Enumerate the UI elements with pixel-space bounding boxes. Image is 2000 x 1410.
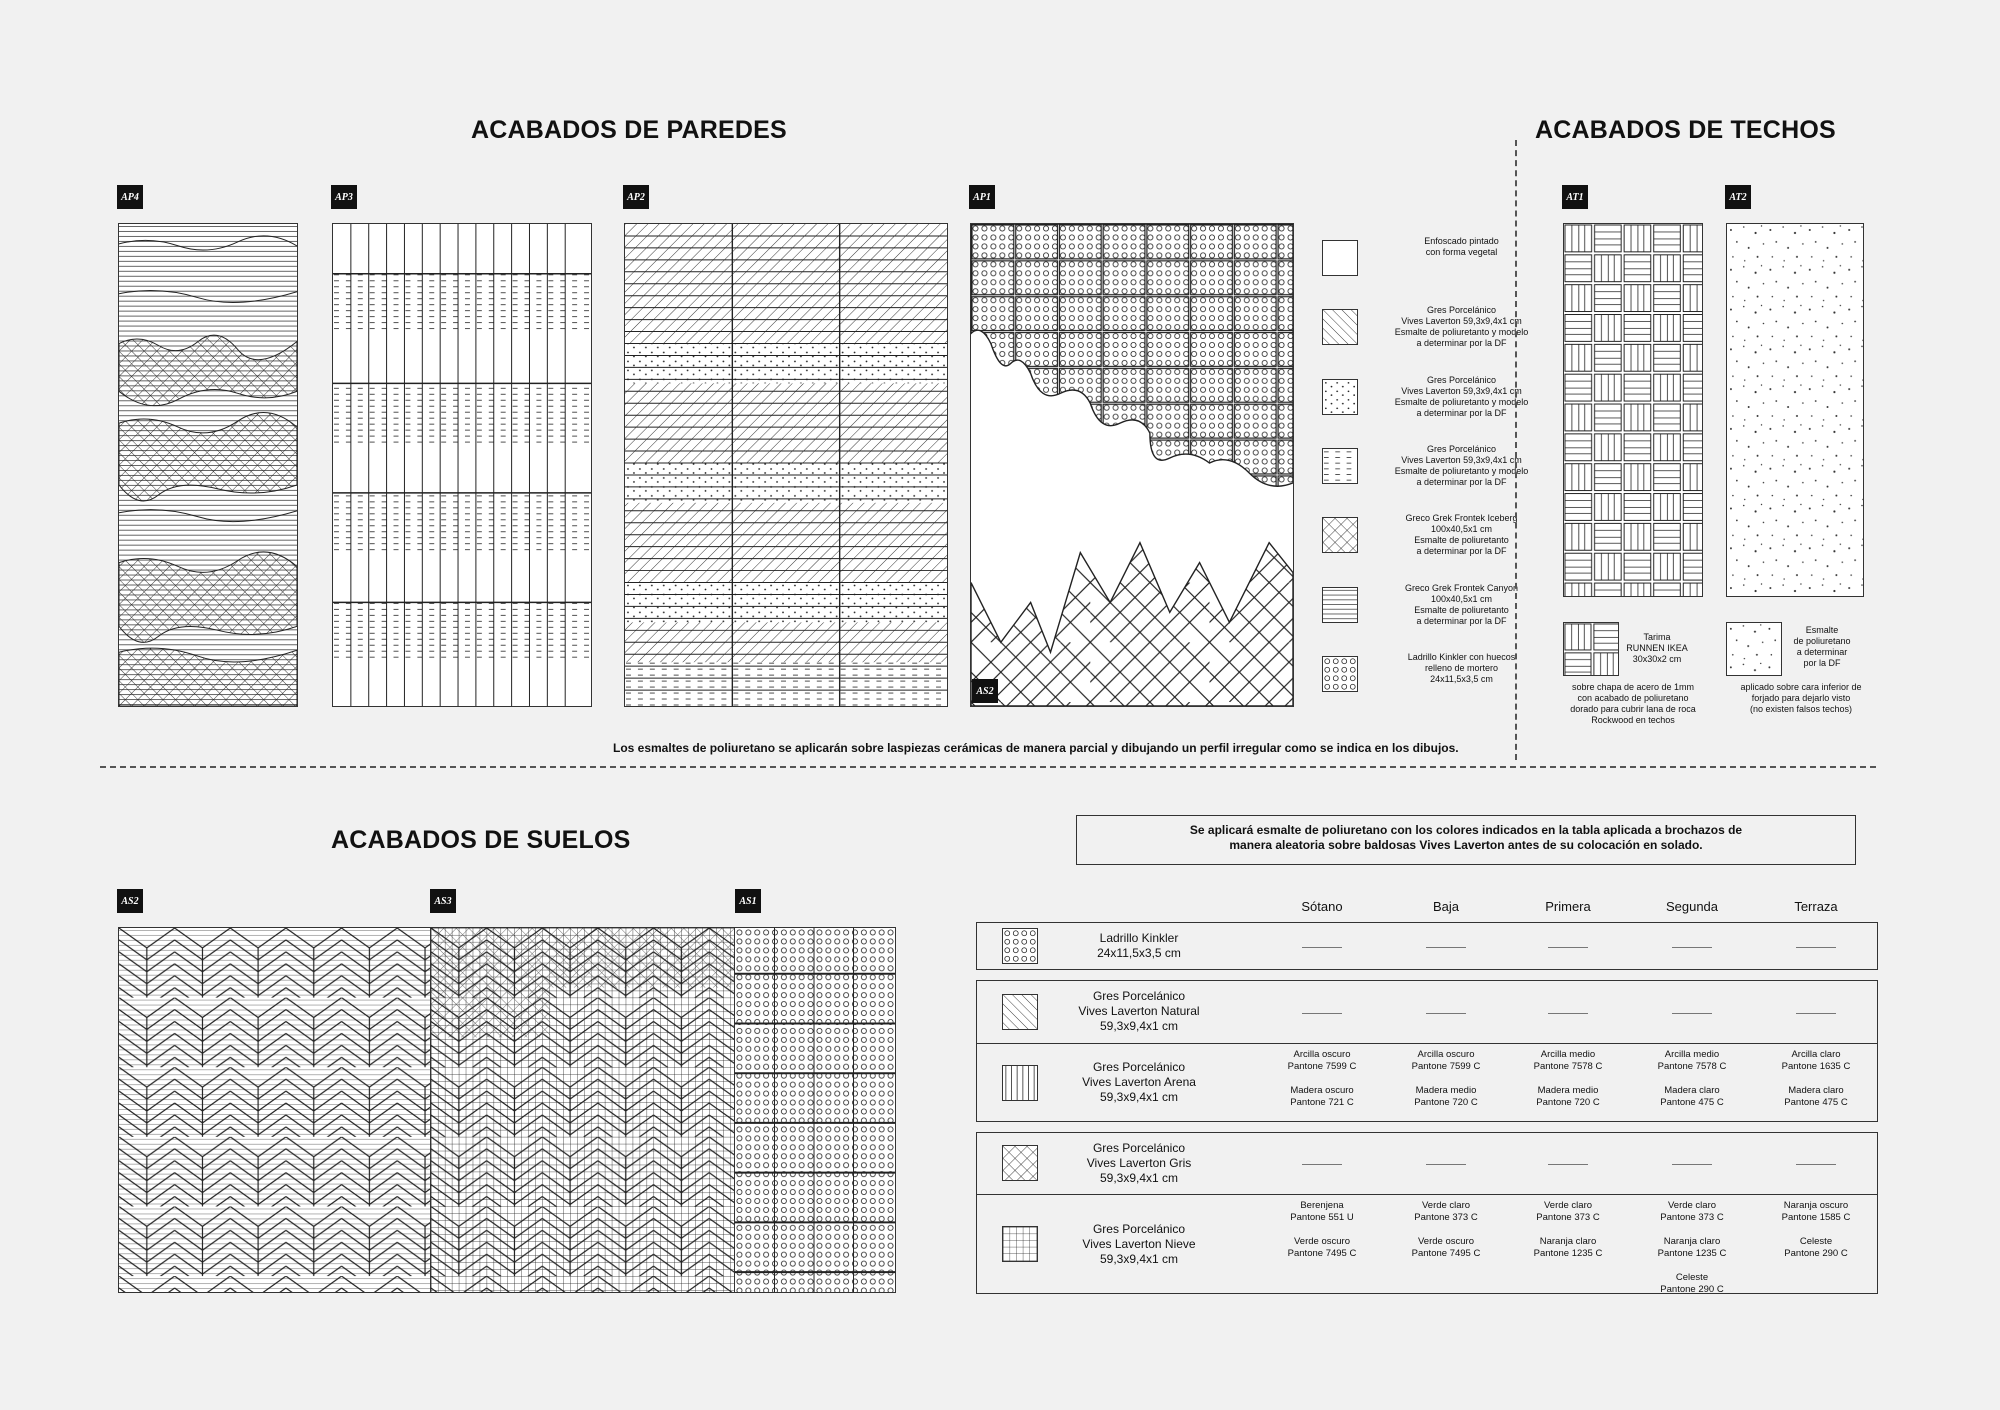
speckle-swatch-icon: [1726, 622, 1782, 676]
material-label: Gres Porcelánico Vives Laverton Gris 59,3x9,4x1 cm: [1086, 1140, 1192, 1185]
empty-cell-dash: [1426, 1164, 1466, 1165]
empty-cell-dash: [1796, 947, 1836, 948]
empty-cell-dash: [1302, 1013, 1342, 1014]
wall-panel-ap1: [970, 223, 1294, 707]
blank-swatch-icon: [1322, 240, 1358, 276]
column-header: Terraza: [1794, 899, 1838, 914]
color-cell: Arcilla claro Pantone 1635 C Madera claro Pantone 475 C: [1781, 1049, 1851, 1108]
diagonal-hatch-swatch-icon: [1322, 309, 1358, 345]
row-separator: [976, 1043, 1878, 1044]
dashed-swatch-icon: [1322, 448, 1358, 484]
parquet-swatch-icon: [1563, 622, 1619, 676]
walls-legend-text: Gres Porcelánico Vives Laverton 59,3x9,4x1 cm Esmalte de poliuretanto y modelo a determinar por la DF: [1394, 375, 1529, 418]
ceiling-legend-note-1: sobre chapa de acero de 1mm con acabado de poliuretano dorado para cubrir lana de roca Rockwood en techos: [1570, 682, 1696, 725]
wall-panel-ap2: [624, 223, 948, 707]
walls-legend-item: [1322, 583, 1519, 627]
material-label: Ladrillo Kinkler 24x11,5x3,5 cm: [1097, 931, 1181, 960]
empty-cell-dash: [1548, 947, 1588, 948]
walls-legend-item: [1322, 375, 1529, 419]
color-cell: Arcilla medio Pantone 7578 C Madera claro Pantone 475 C: [1657, 1049, 1727, 1108]
empty-cell-dash: [1548, 1013, 1588, 1014]
material-label: Gres Porcelánico Vives Laverton Natural 59,3x9,4x1 cm: [1078, 989, 1200, 1033]
crosshatch-swatch-icon: [1322, 517, 1358, 553]
walls-legend-item: [1322, 513, 1518, 557]
color-cell: Arcilla oscuro Pantone 7599 C Madera oscuro Pantone 721 C: [1287, 1049, 1357, 1108]
empty-cell-dash: [1426, 1013, 1466, 1014]
ceiling-panel-at1: [1563, 223, 1703, 597]
empty-cell-dash: [1302, 1164, 1342, 1165]
circles-swatch-icon: [1002, 928, 1038, 964]
color-cell: Arcilla oscuro Pantone 7599 C Madera medio Pantone 720 C: [1411, 1049, 1481, 1108]
dotted-swatch-icon: [1322, 379, 1358, 415]
vertical-lines-swatch-icon: [1002, 1065, 1038, 1101]
code-ap3: AP3: [331, 185, 357, 209]
color-cell: Verde claro Pantone 373 C Naranja claro Pantone 1235 C Celeste Pantone 290 C: [1657, 1200, 1727, 1295]
empty-cell-dash: [1672, 1164, 1712, 1165]
column-header: Baja: [1432, 899, 1460, 914]
empty-cell-dash: [1302, 947, 1342, 948]
grid-swatch-icon: [1002, 1226, 1038, 1262]
floors-note: Se aplicará esmalte de poliuretano con los colores indicados en la tabla aplicada a brochazos de manera aleatoria sobre baldosas Vives Laverton antes de su colocación en solado.: [1189, 823, 1743, 852]
ceiling-legend-text-2: Esmalte de poliuretano a determinar por la DF: [1793, 625, 1851, 668]
ceiling-panel-at2: [1726, 223, 1864, 597]
code-ap1: AP1: [969, 185, 995, 209]
walls-legend-item: [1322, 305, 1529, 349]
floor-panel-as1: [734, 927, 896, 1293]
wall-panel-ap4: [118, 223, 298, 707]
wall-panel-ap3: [332, 223, 592, 707]
section-divider-vertical: [1515, 140, 1517, 760]
empty-cell-dash: [1796, 1164, 1836, 1165]
empty-cell-dash: [1796, 1013, 1836, 1014]
column-header: Primera: [1545, 899, 1591, 914]
material-label: Gres Porcelánico Vives Laverton Arena 59,3x9,4x1 cm: [1082, 1060, 1196, 1104]
walls-legend-text: Greco Grek Frontek Canyon 100x40,5x1 cm Esmalte de poliuretanto a determinar por la DF: [1404, 583, 1519, 626]
color-cell: Naranja oscuro Pantone 1585 C Celeste Pantone 290 C: [1781, 1200, 1851, 1259]
walls-legend-text: Gres Porcelánico Vives Laverton 59,3x9,4x1 cm Esmalte de poliuretanto y modelo a determinar por la DF: [1394, 305, 1529, 348]
section-divider-horizontal: [100, 766, 1876, 768]
material-label: Gres Porcelánico Vives Laverton Nieve 59,3x9,4x1 cm: [1082, 1221, 1196, 1266]
lined-swatch-icon: [1322, 587, 1358, 623]
diagonal-hatch-swatch-icon: [1002, 994, 1038, 1030]
row-separator: [976, 1194, 1878, 1195]
code-at1: AT1: [1562, 185, 1588, 209]
floor-panel-as3: [430, 927, 736, 1293]
walls-legend-text: Greco Grek Frontek Iceberg 100x40,5x1 cm Esmalte de poliuretanto a determinar por la DF: [1405, 513, 1518, 556]
code-as2: AS2: [117, 889, 143, 913]
code-ap2: AP2: [623, 185, 649, 209]
floors-title: ACABADOS DE SUELOS: [331, 826, 631, 854]
walls-note: Los esmaltes de poliuretano se aplicarán sobre laspiezas cerámicas de manera parcial y dibujando un perfil irregular como se indica en los dibujos.: [613, 741, 1459, 755]
walls-legend-item: [1322, 236, 1512, 280]
empty-cell-dash: [1548, 1164, 1588, 1165]
code-as3: AS3: [430, 889, 456, 913]
ceiling-legend-text-1: Tarima RUNNEN IKEA 30x30x2 cm: [1626, 632, 1688, 664]
empty-cell-dash: [1672, 1013, 1712, 1014]
code-as2-inset: AS2: [972, 679, 998, 703]
code-as1: AS1: [735, 889, 761, 913]
ceilings-title: ACABADOS DE TECHOS: [1535, 116, 1836, 144]
color-cell: Berenjena Pantone 551 U Verde oscuro Pantone 7495 C: [1287, 1200, 1357, 1259]
walls-legend-item: [1322, 652, 1516, 696]
ceiling-legend-note-2: aplicado sobre cara inferior de forjado para dejarlo visto (no existen falsos techos): [1740, 682, 1862, 714]
color-cell: Verde claro Pantone 373 C Naranja claro Pantone 1235 C: [1533, 1200, 1603, 1259]
crosshatch-swatch-icon: [1002, 1145, 1038, 1181]
walls-title: ACABADOS DE PAREDES: [471, 116, 787, 144]
empty-cell-dash: [1426, 947, 1466, 948]
column-header: Segunda: [1665, 899, 1719, 914]
color-cell: Arcilla medio Pantone 7578 C Madera medio Pantone 720 C: [1533, 1049, 1603, 1108]
column-header: Sótano: [1301, 899, 1343, 914]
circles-swatch-icon: [1322, 656, 1358, 692]
walls-legend-text: Enfoscado pintado con forma vegetal: [1424, 236, 1499, 257]
code-at2: AT2: [1725, 185, 1751, 209]
empty-cell-dash: [1672, 947, 1712, 948]
walls-legend-text: Gres Porcelánico Vives Laverton 59,3x9,4x1 cm Esmalte de poliuretanto y modelo a determinar por la DF: [1394, 444, 1529, 487]
walls-legend-text: Ladrillo Kinkler con huecos relleno de mortero 24x11,5x3,5 cm: [1407, 652, 1516, 684]
floor-panel-as2: [118, 927, 432, 1293]
code-ap4: AP4: [117, 185, 143, 209]
color-cell: Verde claro Pantone 373 C Verde oscuro Pantone 7495 C: [1411, 1200, 1481, 1259]
walls-legend-item: [1322, 444, 1529, 488]
